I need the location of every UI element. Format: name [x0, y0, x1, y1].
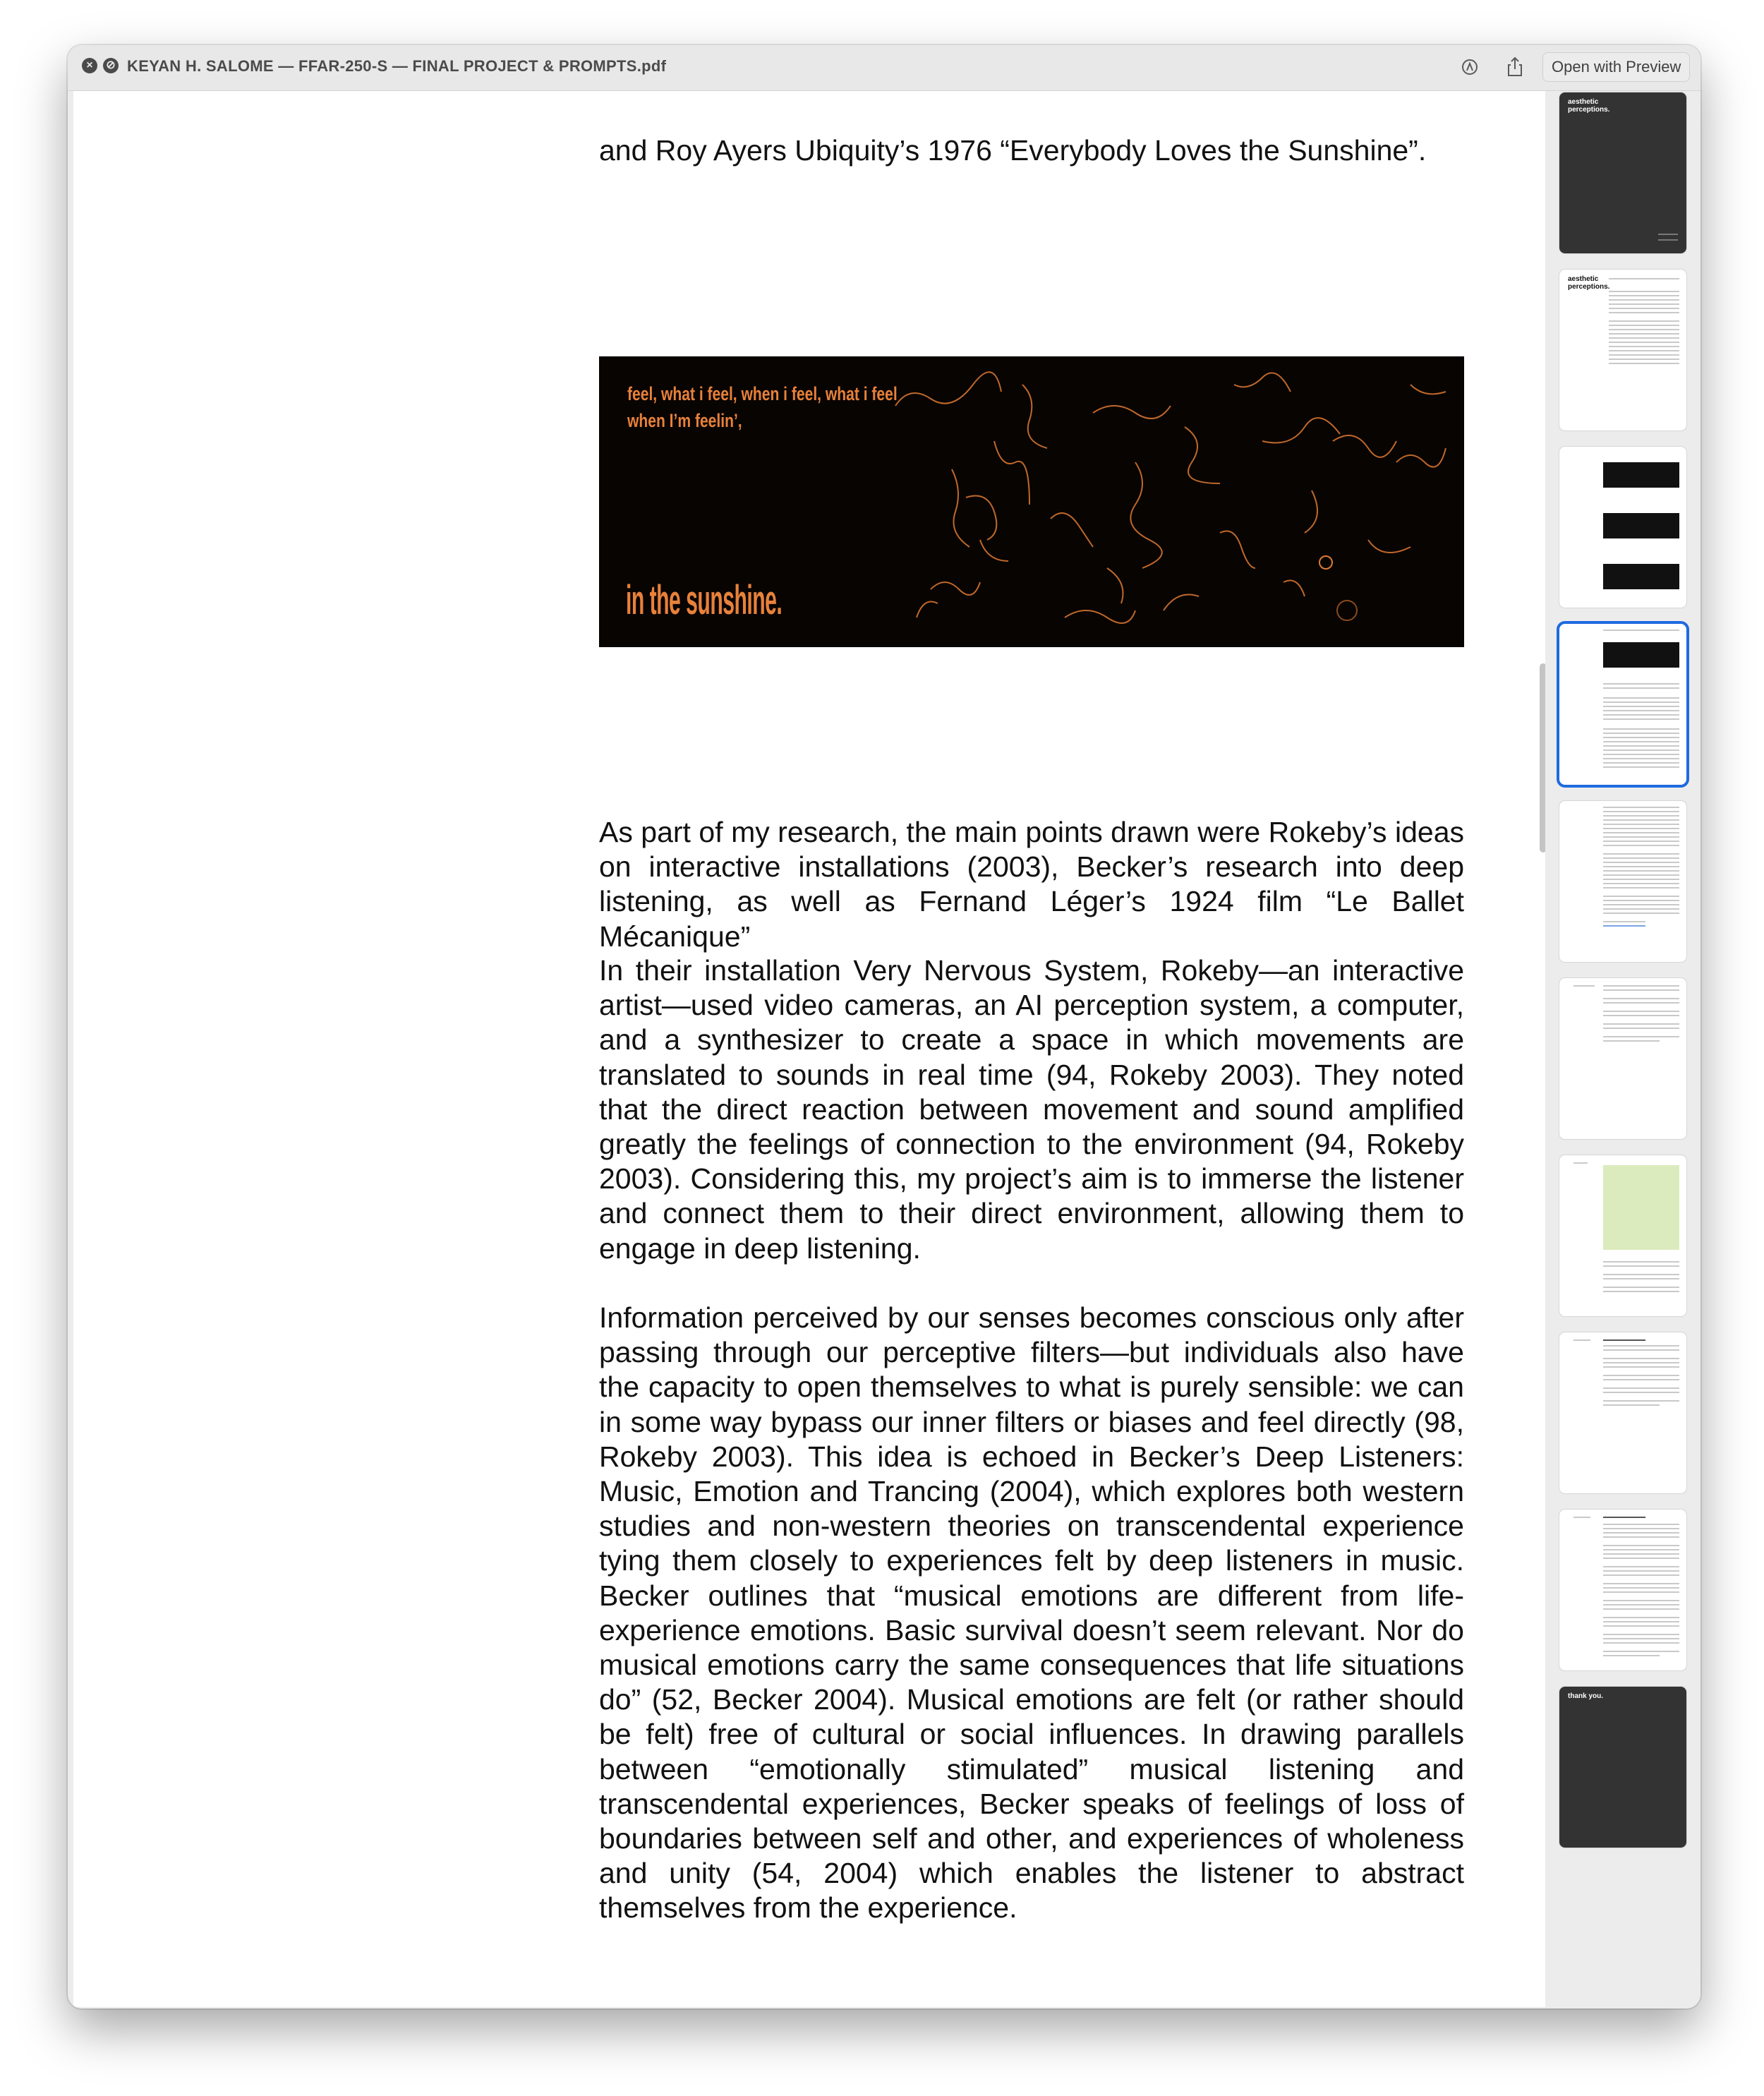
page-thumbnail-current[interactable]	[1559, 624, 1686, 785]
window-title: KEYAN H. SALOME — FFAR-250-S — FINAL PROJECT & PROMPTS.pdf	[127, 57, 667, 75]
open-with-preview-button[interactable]: Open with Preview	[1542, 52, 1690, 82]
lyric-line-1: feel, what i feel, when i feel, what i feel	[627, 383, 898, 404]
lyric-line-2: when I’m feelin’,	[627, 410, 742, 431]
document-view[interactable]	[73, 91, 1545, 2007]
intro-line: and Roy Ayers Ubiquity’s 1976 “Everybody Loves the Sunshine”.	[599, 134, 1427, 167]
markup-icon[interactable]	[1458, 55, 1482, 79]
paragraph-becker: Information perceived by our senses becomes conscious only after passing through our perceptive filters—but individuals also have the capacity to open themselves to what is purely sensible: we can in some way bypass our inner filters or biases and feel directly (98, Rokeby 2003). This idea is echoed in Becker’s Deep Listeners: Music, Emotion and Trancing (2004), which explores both western studies and non-western theories on transcendental experience tying them closely to experiences felt by deep listeners in music. Becker outlines that “musical emotions are different from life-experience emotions. Basic survival doesn’t seem relevant. Nor do musical emotions carry the same consequences that life situations do” (52, Becker 2004). Musical emotions are felt (or rather should be felt) free of cultural or social influences. In drawing parallels between “emotionally stimulated” musical listening and transcendental experiences, Becker speaks of feelings of loss of boundaries between self and other, and experiences of wholeness and unity (54, 2004) which enables the listener to abstract themselves from the experience.	[599, 1301, 1464, 1925]
page-thumbnail[interactable]	[1559, 92, 1686, 253]
preview-window	[68, 45, 1700, 2008]
lyric-line-3: in the sunshine.	[626, 577, 783, 623]
page-thumbnail[interactable]	[1559, 270, 1686, 430]
page-thumbnail[interactable]	[1559, 447, 1686, 608]
figure-image	[599, 356, 1464, 647]
close-icon[interactable]: ×	[82, 58, 97, 73]
paragraph-research: As part of my research, the main points drawn were Rokeby’s ideas on interactive installations (2003), Becker’s research into deep listening, as well as Fernand Léger’s 1924 film “Le Ballet Mécanique”	[599, 816, 1464, 953]
thumbnail-label: aesthetic perceptions.	[1568, 98, 1610, 114]
thumbnail-label: aesthetic perceptions.	[1568, 275, 1610, 291]
page-thumbnail[interactable]	[1559, 1155, 1686, 1316]
minimize-icon[interactable]: ⊘	[103, 58, 119, 73]
page-thumbnail[interactable]	[1559, 801, 1686, 962]
page-thumbnail[interactable]	[1559, 1332, 1686, 1493]
paragraph-rokeby: In their installation Very Nervous System, Rokeby—an interactive artist—used video cameras, an AI perception system, a computer, and a synthesizer to create a space in which movements are translated to sounds in real time (94, Rokeby 2003). They noted that the direct reaction between movement and sound amplified greatly the feelings of connection to the environment (94, Rokeby 2003). Considering this, my project’s aim is to immerse the listener and connect them to their direct environment, allowing them to engage in deep listening.	[599, 954, 1464, 1265]
page-thumbnail[interactable]	[1559, 1687, 1686, 1848]
thumbnail-label: thank you.	[1568, 1692, 1604, 1700]
share-icon[interactable]	[1503, 55, 1527, 79]
page-thumbnail[interactable]	[1559, 978, 1686, 1139]
title-bar	[68, 45, 1700, 91]
thumbnail-sidebar	[1545, 91, 1700, 2008]
page-thumbnail[interactable]	[1559, 1510, 1686, 1670]
